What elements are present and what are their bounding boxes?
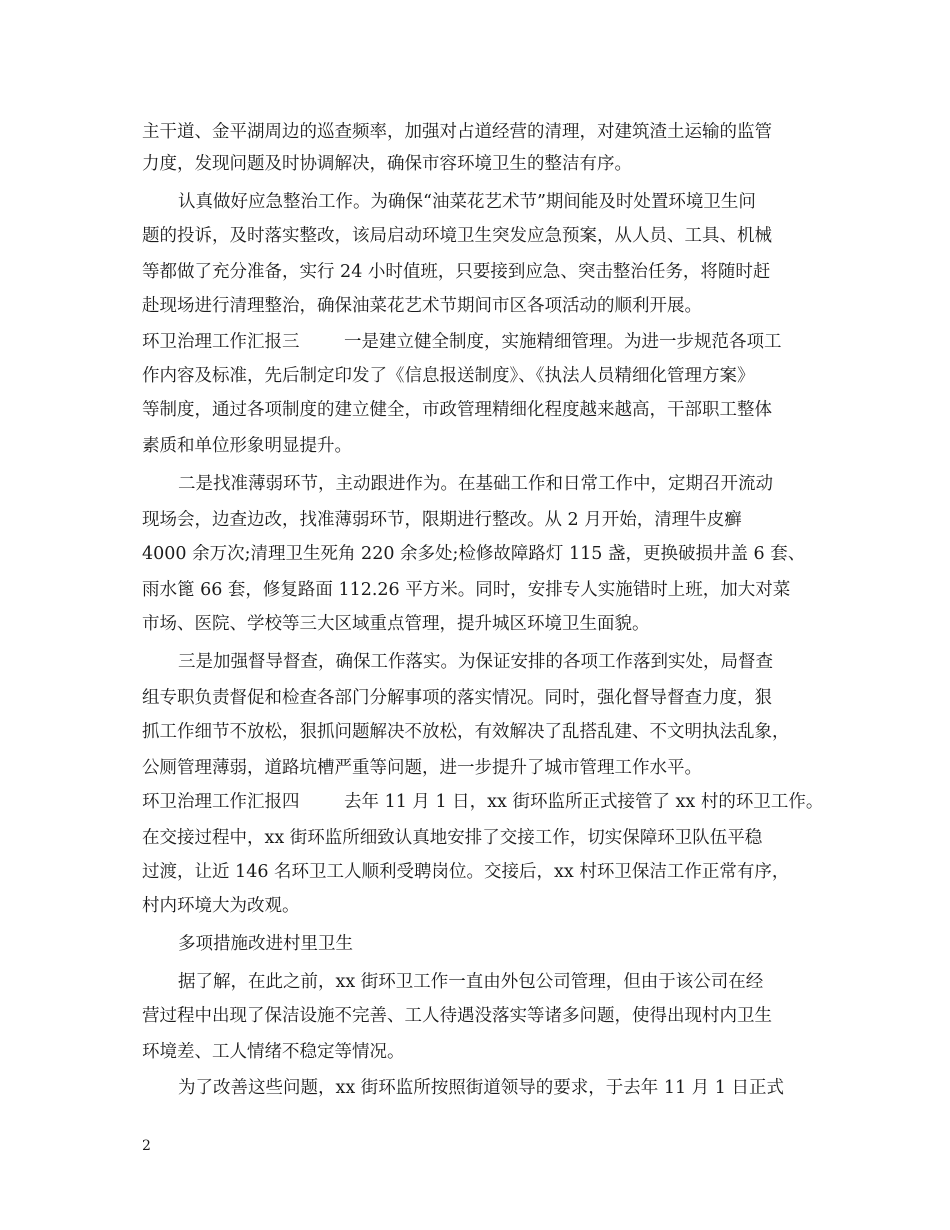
text-line: 一是建立健全制度，实施精细管理。为进一步规范各项工 [344, 332, 782, 352]
section-heading-three: 环卫治理工作汇报三 [142, 332, 300, 352]
text-line: 组专职负责督促和检查各部门分解事项的落实情况。同时，强化督导督查力度，狠 [142, 688, 772, 708]
text-line: 三是加强督导督查，确保工作落实。为保证安排的各项工作落到实处，局督查 [178, 652, 773, 672]
section-three-first-line [142, 326, 782, 358]
text-line: 4000 余万次;清理卫生死角 220 余多处;检修故障路灯 115 盏，更换破损井盖 6 套、 [142, 544, 806, 564]
text-line: 雨水篦 66 套，修复路面 112.26 平方米。同时，安排专人实施错时上班，加大对菜 [142, 580, 791, 600]
text-line: 力度，发现问题及时协调解决，确保市容环境卫生的整洁有序。 [142, 154, 632, 174]
text-line: 过渡，让近 146 名环卫工人顺利受聘岗位。交接后，xx 村环卫保洁工作正常有序， [142, 862, 790, 882]
text-line: 作内容及标准，先后制定印发了《信息报送制度》、《执法人员精细化管理方案》 [142, 366, 755, 386]
text-line: 环境差、工人情绪不稳定等情况。 [142, 1042, 405, 1062]
text-line: 营过程中出现了保洁设施不完善、工人待遇没落实等诸多问题，使得出现村内卫生 [142, 1006, 772, 1026]
text-line: 等都做了充分准备，实行 24 小时值班，只要接到应急、突击整治任务，将随时赶 [142, 262, 771, 282]
text-line: 据了解，在此之前，xx 街环卫工作一直由外包公司管理，但由于该公司在经 [178, 972, 764, 992]
text-line: 抓工作细节不放松，狠抓问题解决不放松，有效解决了乱搭乱建、不文明执法乱象， [142, 722, 790, 742]
text-line: 去年 11 月 1 日，xx 街环监所正式接管了 xx 村的环卫工作。 [344, 792, 824, 812]
text-line: 主干道、金平湖周边的巡查频率，加强对占道经营的清理，对建筑渣土运输的监管 [142, 122, 772, 142]
section-heading-four: 环卫治理工作汇报四 [142, 792, 300, 812]
text-line: 二是找准薄弱环节，主动跟进作为。在基础工作和日常工作中，定期召开流动 [178, 474, 773, 494]
text-line: 村内环境大为改观。 [142, 896, 300, 916]
text-line: 为了改善这些问题，xx 街环监所按照街道领导的要求，于去年 11 月 1 日正式 [178, 1078, 784, 1098]
text-line: 素质和单位形象明显提升。 [142, 436, 352, 456]
section-four-first-line [142, 786, 823, 818]
text-line: 认真做好应急整治工作。为确保“油菜花艺术节”期间能及时处置环境卫生问 [178, 192, 756, 212]
text-line: 在交接过程中，xx 街环监所细致认真地安排了交接工作，切实保障环卫队伍平稳 [142, 828, 763, 848]
text-line: 赴现场进行清理整治，确保油菜花艺术节期间市区各项活动的顺利开展。 [142, 296, 702, 316]
subheading-line: 多项措施改进村里卫生 [178, 934, 353, 954]
text-line: 等制度，通过各项制度的建立健全，市政管理精细化程度越来越高，干部职工整体 [142, 400, 772, 420]
text-line: 现场会，边查边改，找准薄弱环节，限期进行整改。从 2 月开始，清理牛皮癣 [142, 510, 742, 530]
text-line: 市场、医院、学校等三大区域重点管理，提升城区环境卫生面貌。 [142, 614, 650, 634]
text-line: 题的投诉，及时落实整改，该局启动环境卫生突发应急预案，从人员、工具、机械 [142, 226, 772, 246]
page-number: 2 [142, 1138, 151, 1154]
text-line: 公厕管理薄弱，道路坑槽严重等问题，进一步提升了城市管理工作水平。 [142, 758, 702, 778]
